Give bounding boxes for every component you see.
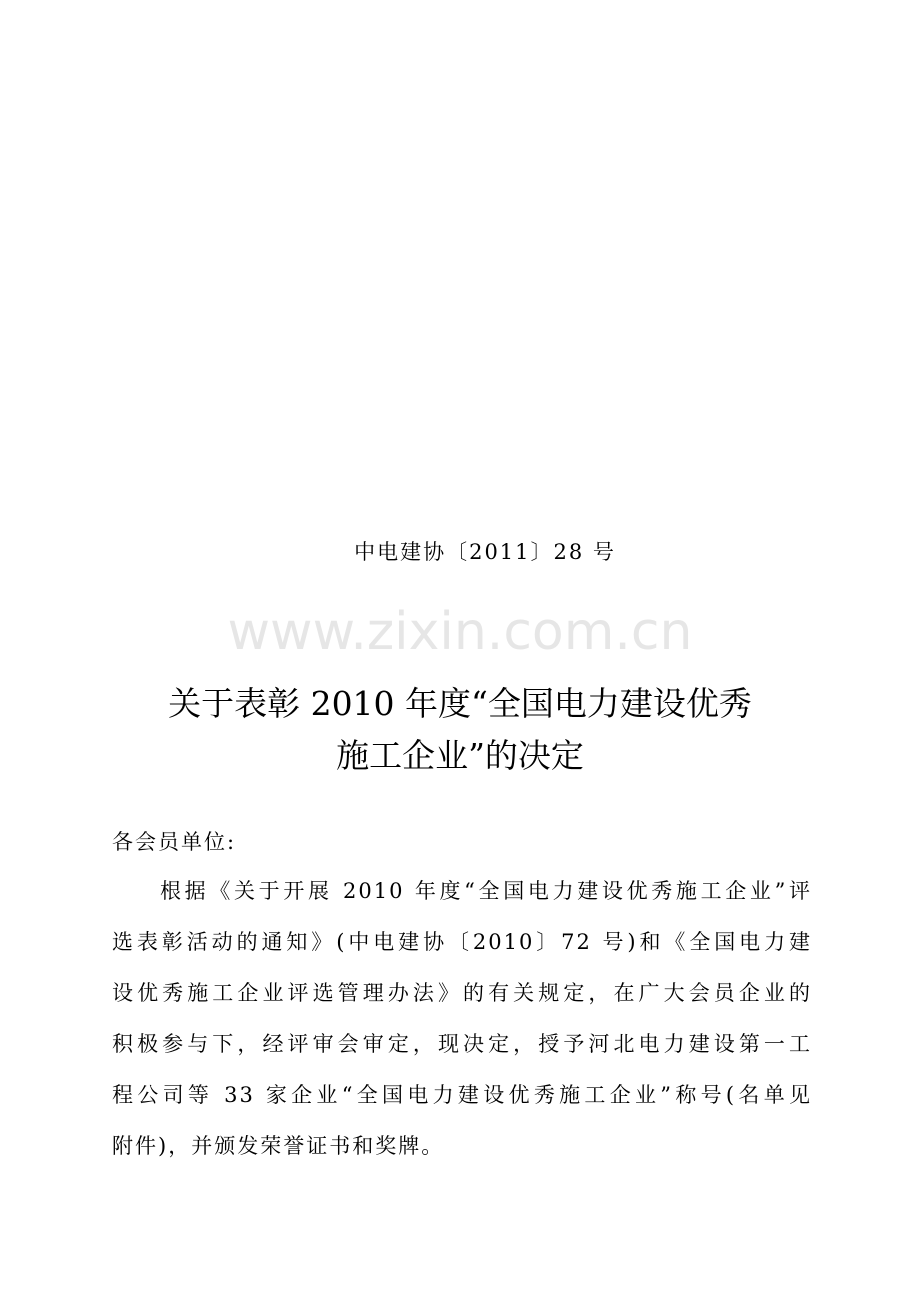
body-paragraph	[112, 866, 812, 1172]
title-line-2: 施工企业”的决定	[336, 736, 584, 775]
body-line: 设优秀施工企业评选管理办法》的有关规定，在广大会员企业的	[112, 981, 812, 1005]
salutation: 各会员单位:	[112, 830, 237, 854]
watermark: www.zixin.com.cn	[227, 602, 693, 662]
body-line: 积极参与下，经评审会审定，现决定，授予河北电力建设第一工	[112, 1032, 812, 1056]
body-line: 根据《关于开展 2010 年度“全国电力建设优秀施工企业”评	[160, 879, 812, 903]
document-number: 中电建协〔2011〕28 号	[354, 540, 616, 564]
document-title	[0, 678, 920, 782]
body-line: 程公司等 33 家企业“全国电力建设优秀施工企业”称号(名单见	[112, 1083, 812, 1107]
title-line-1: 关于表彰 2010 年度“全国电力建设优秀	[168, 684, 752, 723]
body-line: 附件)，并颁发荣誉证书和奖牌。	[112, 1134, 445, 1158]
body-line: 选表彰活动的通知》(中电建协〔2010〕72 号)和《全国电力建	[112, 930, 812, 954]
